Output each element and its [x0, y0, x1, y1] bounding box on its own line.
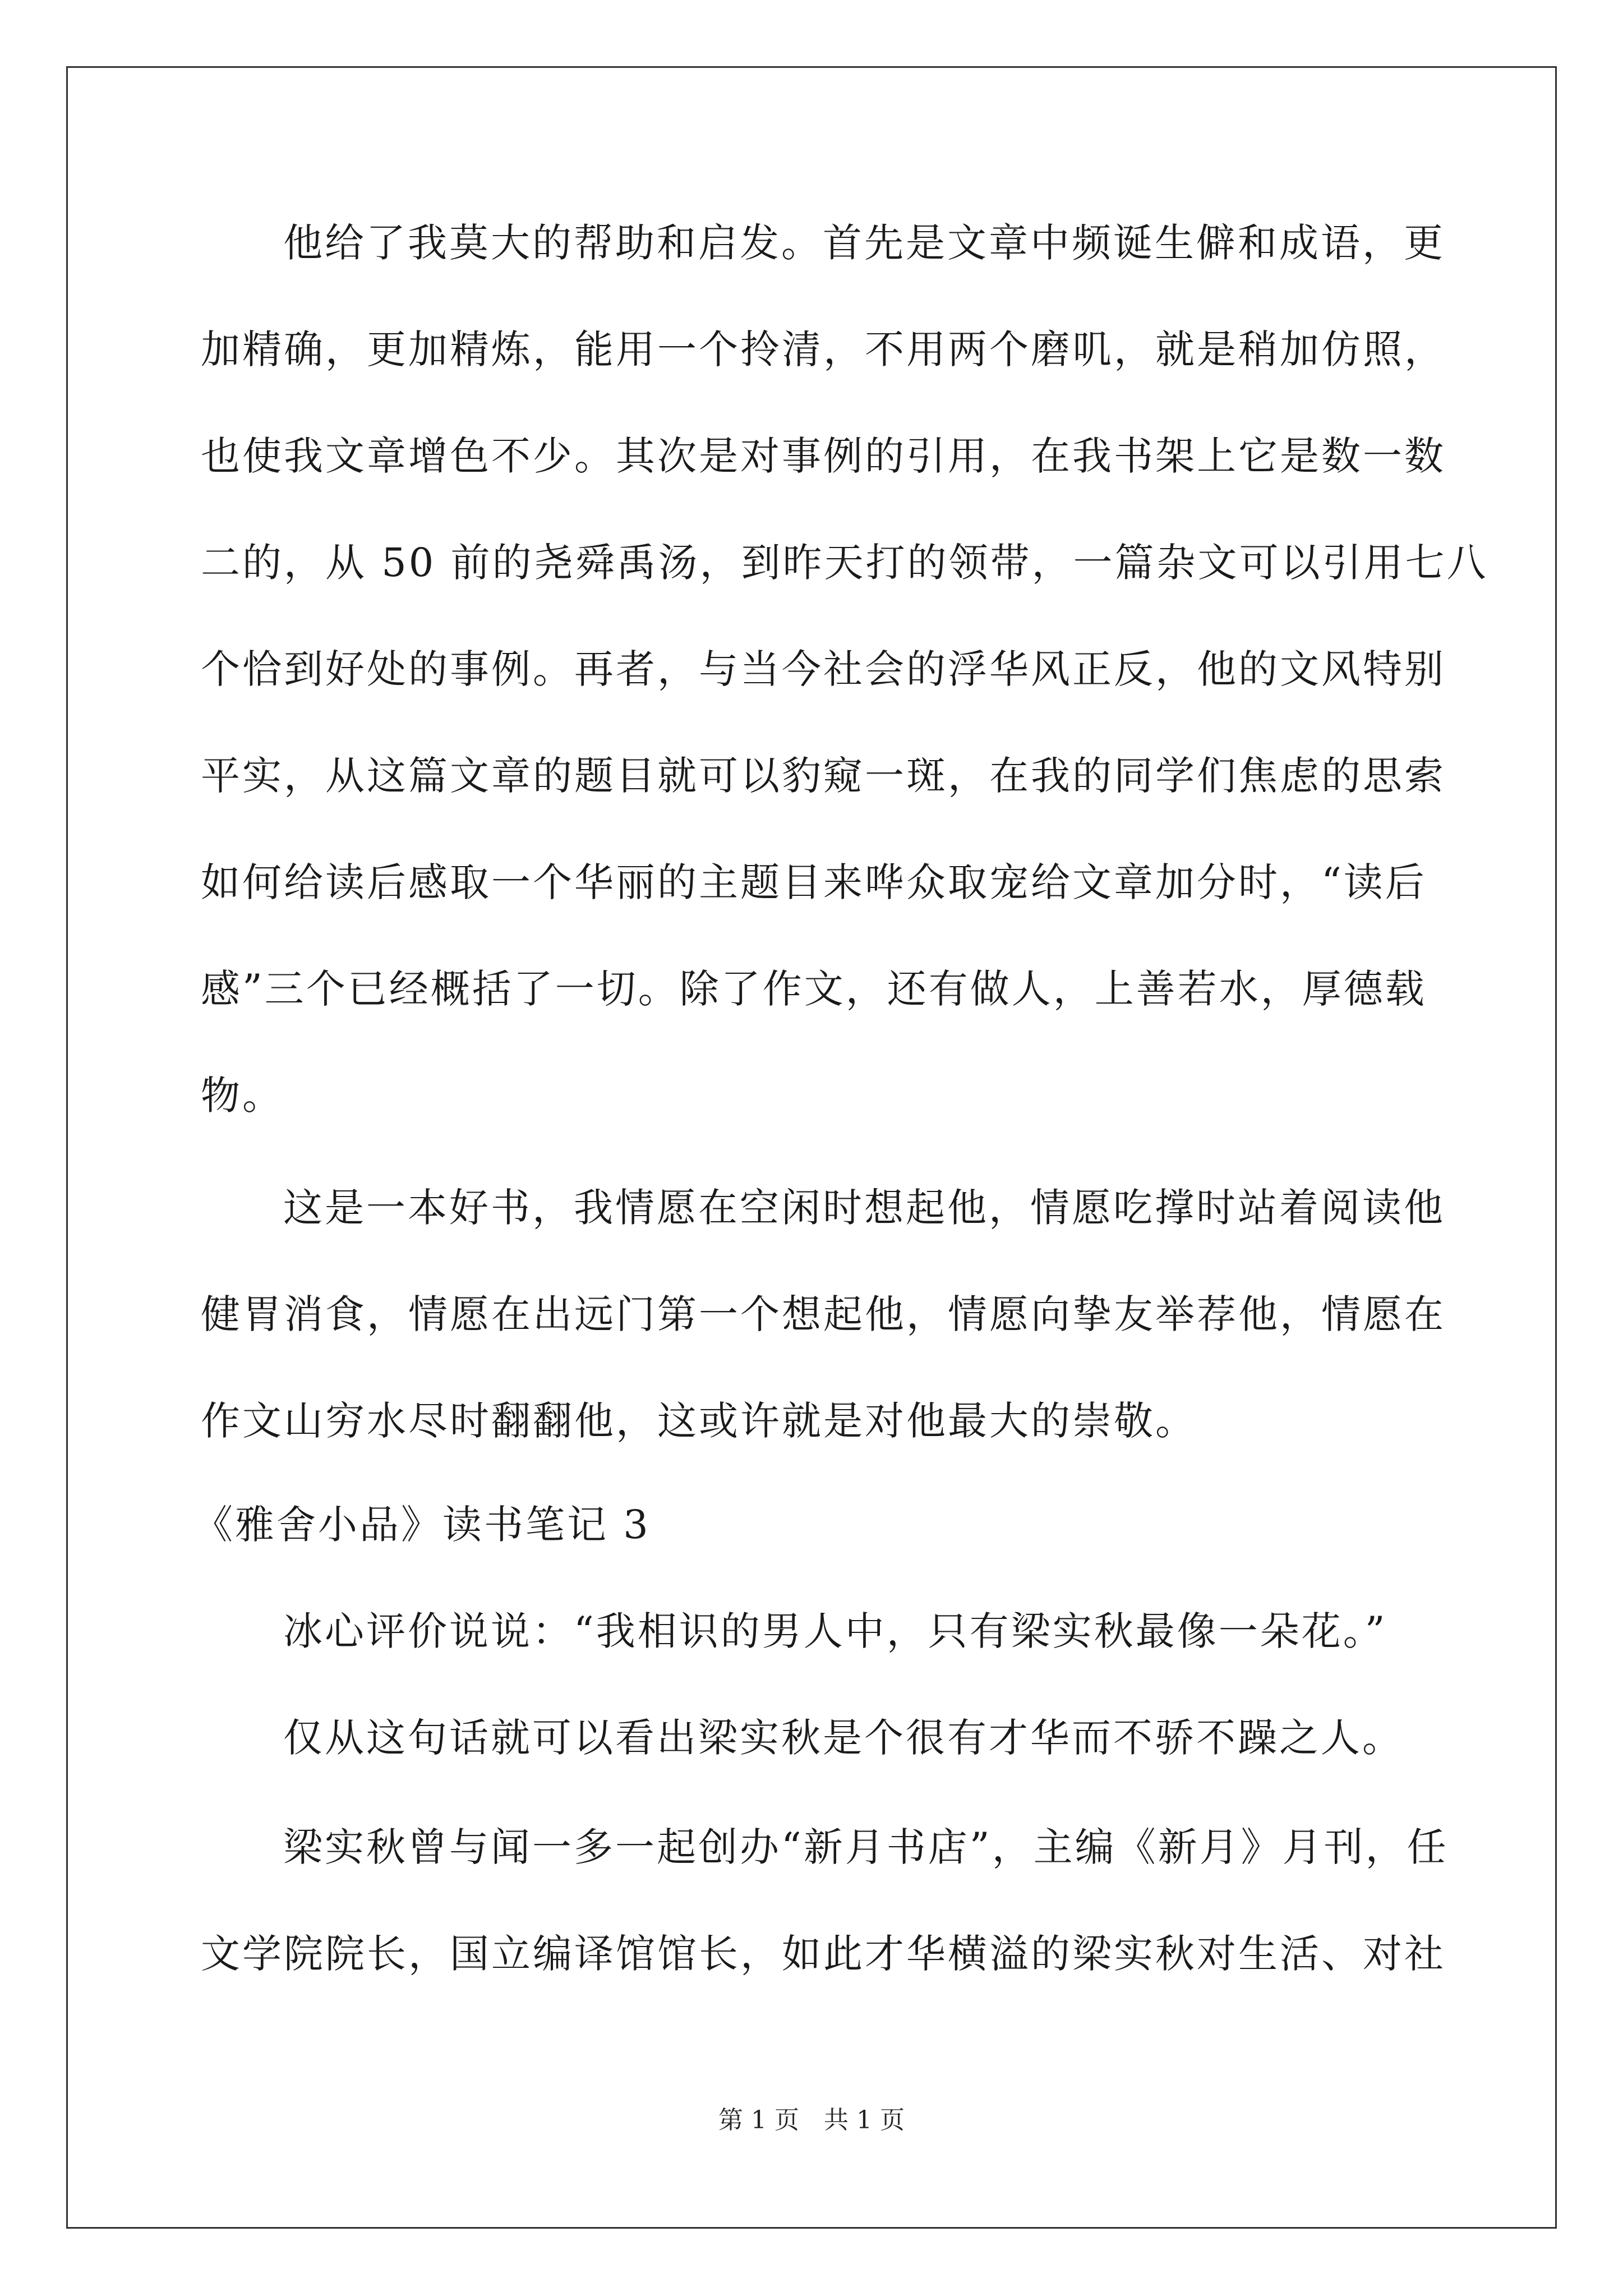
section-heading: 《雅舍小品》读书笔记 3 [193, 1502, 651, 1548]
paragraph-line: 个恰到好处的事例。再者，与当今社会的浮华风正反，他的文风特别 [201, 646, 1446, 692]
paragraph-line: 加精确，更加精炼，能用一个拎清，不用两个磨叽，就是稍加仿照， [201, 326, 1446, 372]
paragraph-line: 感”三个已经概括了一切。除了作文，还有做人，上善若水，厚德载 [201, 966, 1427, 1012]
paragraph-line: 这是一本好书，我情愿在空闲时想起他，情愿吃撑时站着阅读他 [283, 1185, 1445, 1231]
paragraph-line: 梁实秋曾与闻一多一起创办“新月书店”，主编《新月》月刊，任 [283, 1824, 1449, 1870]
paragraph-line: 也使我文章增色不少。其次是对事例的引用，在我书架上它是数一数 [201, 433, 1446, 479]
paragraph-line: 文学院院长，国立编译馆馆长，如此才华横溢的梁实秋对生活、对社 [201, 1931, 1446, 1977]
paragraph-line: 作文山穷水尽时翻翻他，这或许就是对他最大的崇敬。 [201, 1398, 1197, 1444]
paragraph-line: 如何给读后感取一个华丽的主题目来哗众取宠给文章加分时，“读后 [201, 859, 1427, 905]
paragraph-line: 健胃消食，情愿在出远门第一个想起他，情愿向挚友举荐他，情愿在 [201, 1291, 1446, 1337]
paragraph-line: 物。 [201, 1073, 284, 1119]
paragraph-line: 平实，从这篇文章的题目就可以豹窥一斑，在我的同学们焦虑的思索 [201, 753, 1446, 799]
page-number-footer: 第 1 页 共 1 页 [718, 2106, 905, 2134]
paragraph-line: 他给了我莫大的帮助和启发。首先是文章中频诞生僻和成语，更 [283, 220, 1445, 266]
paragraph-line: 二的，从 50 前的尧舜禹汤，到昨天打的领带，一篇杂文可以引用七八 [201, 540, 1488, 586]
page-border [66, 66, 1557, 2229]
paragraph-line: 冰心评价说说：“我相识的男人中，只有梁实秋最像一朵花。” [283, 1608, 1387, 1654]
paragraph-line: 仅从这句话就可以看出梁实秋是个很有才华而不骄不躁之人。 [283, 1715, 1404, 1761]
